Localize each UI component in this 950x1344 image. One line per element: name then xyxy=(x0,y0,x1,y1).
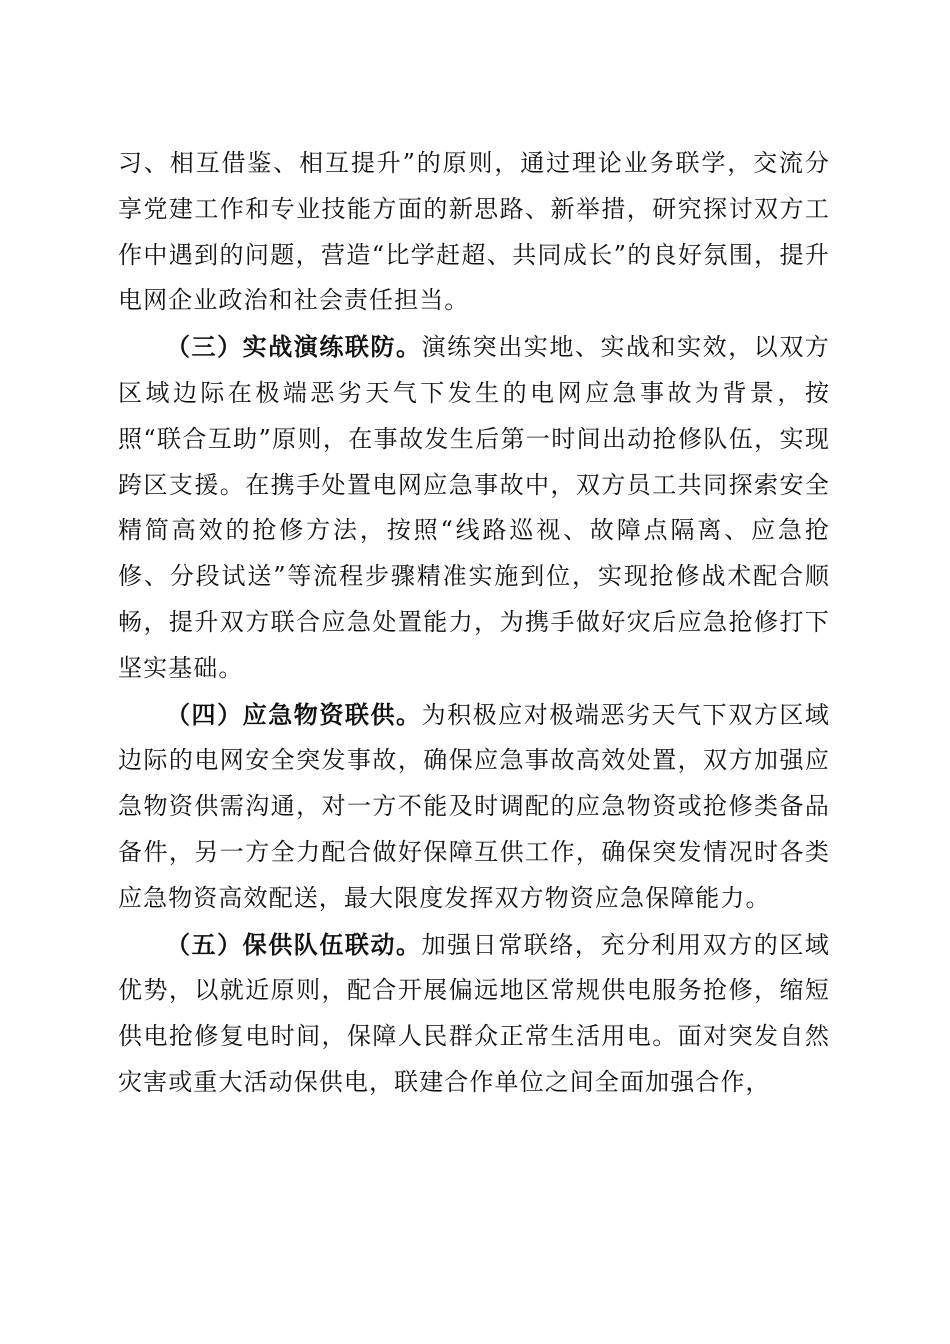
paragraph-text: 为积极应对极端恶劣天气下双方区域边际的电网安全突发事故，确保应急事故高效处置，双方加强应急物资供需沟通，对一方不能及时调配的应急物资或抢修类备品备件，另一方全力配合做好保障互供工作，确保突发情况时各类应急物资高效配送，最大限度发挥双方物资应急保障能力。 xyxy=(118,700,830,912)
document-body xyxy=(118,141,830,1106)
paragraph-section-4 xyxy=(118,692,830,922)
paragraph-text: 习、相互借鉴、相互提升”的原则，通过理论业务联学，交流分享党建工作和专业技能方面的新思路、新举措，研究探讨双方工作中遇到的问题，营造“比学赶超、共同成长”的良好氛围，提升电网企业政治和社会责任担当。 xyxy=(118,149,830,315)
paragraph-section-5 xyxy=(118,922,830,1106)
section-heading: （四）应急物资联供。 xyxy=(166,699,422,729)
paragraph-section-3 xyxy=(118,324,830,691)
paragraph-text: 演练突出实地、实战和实效，以双方区域边际在极端恶劣天气下发生的电网应急事故为背景，按照“联合互助”原则，在事故发生后第一时间出动抢修队伍，实现跨区支援。在携手处置电网应急事故中，双方员工共同探索安全精简高效的抢修方法，按照“线路巡视、故障点隔离、应急抢修、分段试送”等流程步骤精准实施到位，实现抢修战术配合顺畅，提升双方联合应急处置能力，为携手做好灾后应急抢修打下坚实基础。 xyxy=(118,333,830,682)
section-heading: （五）保供队伍联动。 xyxy=(166,929,422,959)
section-heading: （三）实战演练联防。 xyxy=(166,332,422,362)
paragraph-continuation xyxy=(118,141,830,324)
paragraph-text: 加强日常联络，充分利用双方的区域优势，以就近原则，配合开展偏远地区常规供电服务抢修，缩短供电抢修复电时间，保障人民群众正常生活用电。面对突发自然灾害或重大活动保供电，联建合作单位之间全面加强合作， xyxy=(118,930,830,1096)
